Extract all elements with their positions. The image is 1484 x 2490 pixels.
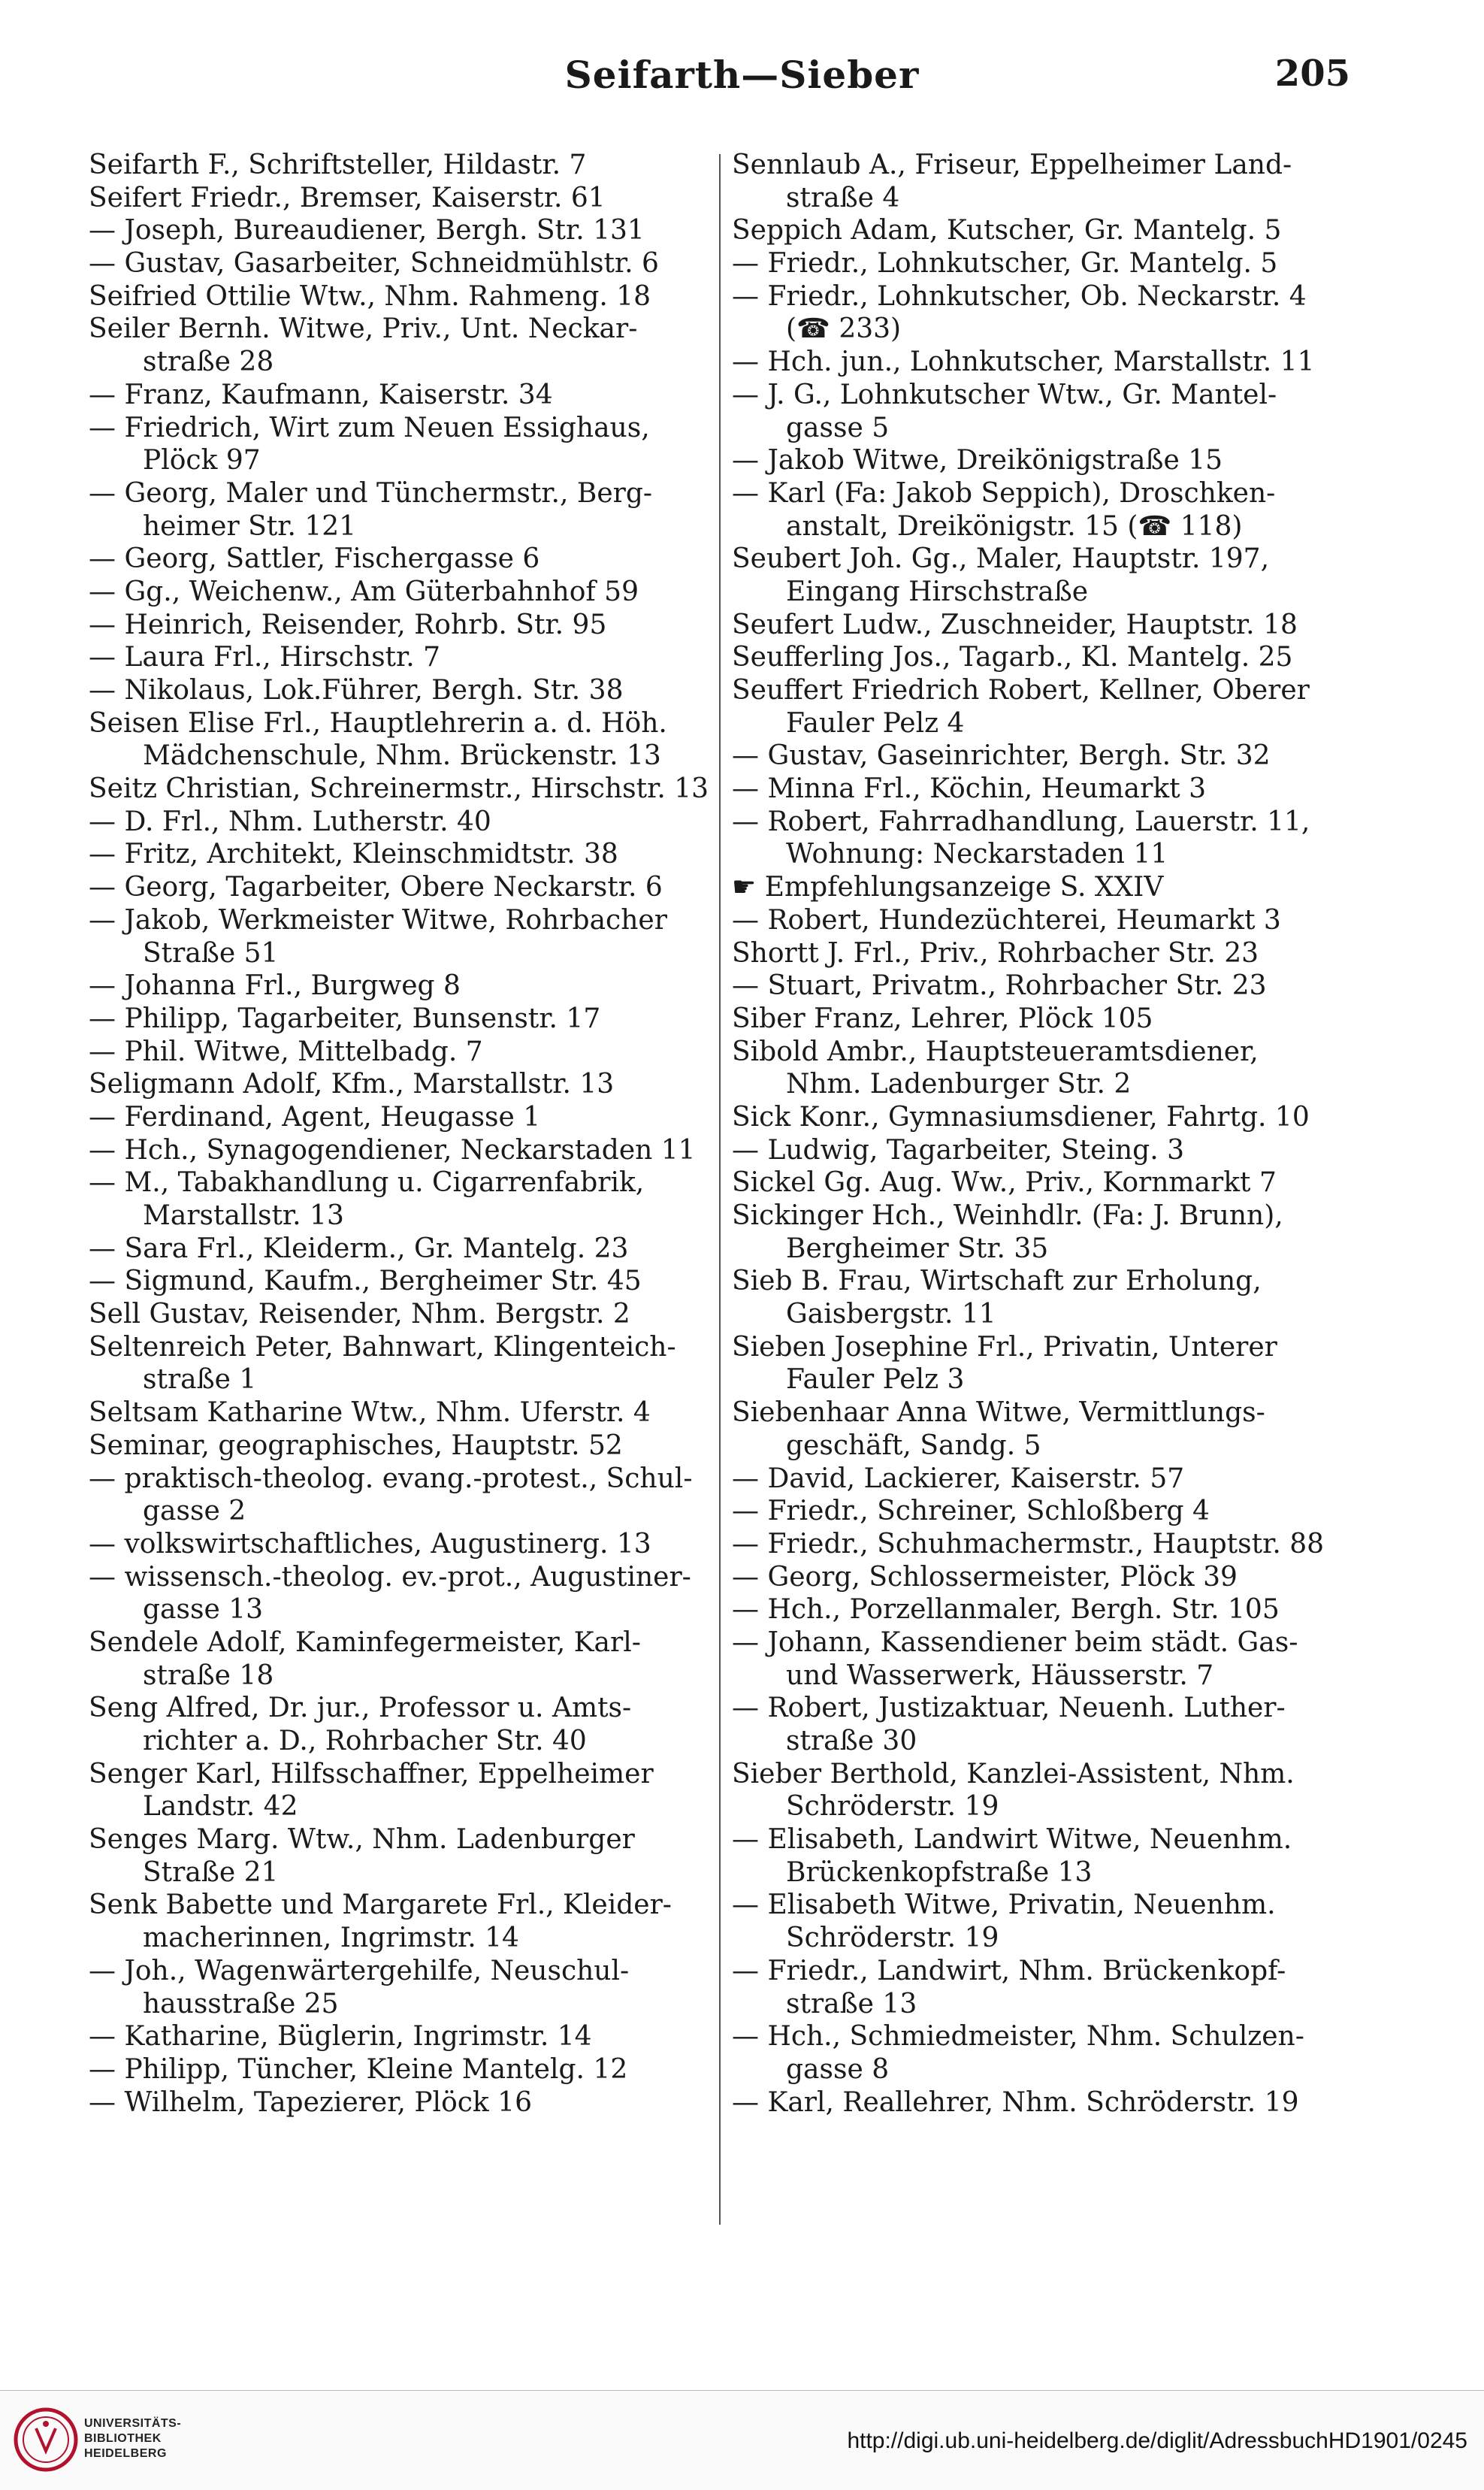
directory-entry-line: Marstallstr. 13 <box>143 1200 344 1231</box>
directory-entry-line: — Joseph, Bureaudiener, Bergh. Str. 131 <box>89 215 645 247</box>
directory-entry-line: Sieben Josephine Frl., Privatin, Unterer <box>732 1331 1277 1363</box>
directory-entry-line: — Friedr., Landwirt, Nhm. Brückenkopf- <box>732 1955 1286 1986</box>
directory-entry-line: Wohnung: Neckarstaden 11 <box>786 839 1168 870</box>
directory-entry-line: gasse 13 <box>143 1594 264 1626</box>
directory-entry-line: Sickel Gg. Aug. Ww., Priv., Kornmarkt 7 <box>732 1167 1277 1199</box>
directory-entry-line: Landstr. 42 <box>143 1791 298 1823</box>
directory-entry-line: — Friedrich, Wirt zum Neuen Essighaus, <box>89 412 650 443</box>
directory-entry-line: Schröderstr. 19 <box>786 1923 999 1954</box>
directory-entry-line: — Fritz, Architekt, Kleinschmidtstr. 38 <box>89 839 618 870</box>
directory-entry-line: — Ferdinand, Agent, Heugasse 1 <box>89 1101 541 1133</box>
directory-entry-line: straße 4 <box>786 182 900 213</box>
university-seal-icon <box>14 2407 78 2472</box>
directory-entry-line: — Hch., Porzellanmaler, Bergh. Str. 105 <box>732 1594 1280 1626</box>
directory-entry-line: Plöck 97 <box>143 445 261 477</box>
directory-entry-line: Seitz Christian, Schreinermstr., Hirschstr. 13 <box>89 773 709 805</box>
directory-entry-line: straße 30 <box>786 1726 917 1756</box>
directory-entry-line: — Joh., Wagenwärtergehilfe, Neuschul- <box>89 1955 630 1986</box>
directory-entry-line: Seligmann Adolf, Kfm., Marstallstr. 13 <box>89 1069 615 1100</box>
directory-entry-line: Bergheimer Str. 35 <box>786 1233 1049 1264</box>
directory-entry-line: — Robert, Hundezüchterei, Heumarkt 3 <box>732 904 1281 936</box>
directory-entry-line: — wissensch.-theolog. ev.-prot., Augustiner- <box>89 1561 691 1593</box>
directory-entry-line: — Minna Frl., Köchin, Heumarkt 3 <box>732 773 1206 805</box>
directory-entry-line: Senk Babette und Margarete Frl., Kleider- <box>89 1889 672 1921</box>
directory-entry-line: — Sara Frl., Kleiderm., Gr. Mantelg. 23 <box>89 1233 629 1264</box>
directory-entry-line: — Jakob Witwe, Dreikönigstraße 15 <box>732 445 1223 477</box>
directory-entry-line: gasse 2 <box>143 1496 246 1527</box>
directory-entry-line: — praktisch-theolog. evang.-protest., Schul- <box>89 1463 693 1494</box>
left-column <box>89 149 712 2119</box>
directory-entry-line: — Jakob, Werkmeister Witwe, Rohrbacher <box>89 904 667 936</box>
directory-entry-line: Siebenhaar Anna Witwe, Vermittlungs- <box>732 1397 1265 1429</box>
directory-entry-line: — Stuart, Privatm., Rohrbacher Str. 23 <box>732 970 1267 1002</box>
directory-entry-line: Seltsam Katharine Wtw., Nhm. Uferstr. 4 <box>89 1397 651 1429</box>
right-column <box>732 149 1356 2119</box>
directory-entry-line: — Ludwig, Tagarbeiter, Steing. 3 <box>732 1134 1184 1166</box>
directory-entry-line: — David, Lackierer, Kaiserstr. 57 <box>732 1463 1185 1494</box>
library-name <box>84 2416 181 2461</box>
directory-entry-line: Gaisbergstr. 11 <box>786 1299 996 1330</box>
directory-entry-line: — Hch., Schmiedmeister, Nhm. Schulzen- <box>732 2021 1304 2053</box>
directory-entry-line: Seiler Bernh. Witwe, Priv., Unt. Neckar- <box>89 313 638 345</box>
directory-entry-line: Straße 51 <box>143 937 279 969</box>
directory-entry-line: Schröderstr. 19 <box>786 1791 999 1823</box>
directory-entry-line: — Georg, Sattler, Fischergasse 6 <box>89 543 540 575</box>
directory-entry-line: Seltenreich Peter, Bahnwart, Klingenteich- <box>89 1331 676 1363</box>
library-name-line: HEIDELBERG <box>84 2447 167 2460</box>
directory-entry-line: — D. Frl., Nhm. Lutherstr. 40 <box>89 806 491 837</box>
directory-entry-line: straße 18 <box>143 1659 274 1691</box>
directory-entry-line: Sibold Ambr., Hauptsteueramtsdiener, <box>732 1036 1259 1067</box>
directory-entry-line: Sendele Adolf, Kaminfegermeister, Karl- <box>89 1626 641 1658</box>
directory-entry-line: Seufferling Jos., Tagarb., Kl. Mantelg. 25 <box>732 642 1293 673</box>
directory-entry-line: Sieber Berthold, Kanzlei-Assistent, Nhm. <box>732 1758 1295 1790</box>
directory-entry-line: — Heinrich, Reisender, Rohrb. Str. 95 <box>89 609 607 640</box>
directory-entry-line: Senger Karl, Hilfsschaffner, Eppelheimer <box>89 1758 654 1790</box>
directory-entry-line: — Karl, Reallehrer, Nhm. Schröderstr. 19 <box>732 2086 1299 2118</box>
directory-entry-line: — Phil. Witwe, Mittelbadg. 7 <box>89 1036 483 1067</box>
directory-entry-line: macherinnen, Ingrimstr. 14 <box>143 1923 519 1954</box>
directory-entry-line: — Robert, Fahrradhandlung, Lauerstr. 11, <box>732 806 1310 837</box>
directory-entry-line: — Johann, Kassendiener beim städt. Gas- <box>732 1626 1298 1658</box>
directory-entry-line: — Philipp, Tüncher, Kleine Mantelg. 12 <box>89 2053 628 2085</box>
directory-entry-line: — Karl (Fa: Jakob Seppich), Droschken- <box>732 477 1276 509</box>
directory-entry-line: — Gustav, Gaseinrichter, Bergh. Str. 32 <box>732 740 1271 772</box>
directory-entry-line: geschäft, Sandg. 5 <box>786 1430 1041 1461</box>
directory-entry-line: — Friedr., Lohnkutscher, Ob. Neckarstr. 4 <box>732 280 1307 312</box>
directory-entry-line: (☎ 233) <box>786 313 902 345</box>
directory-entry-line: — Wilhelm, Tapezierer, Plöck 16 <box>89 2086 532 2118</box>
directory-entry-line: Fauler Pelz 4 <box>786 707 965 739</box>
directory-entry-line: — Katharine, Büglerin, Ingrimstr. 14 <box>89 2021 592 2053</box>
directory-entry-line: — Robert, Justizaktuar, Neuenh. Luther- <box>732 1693 1286 1724</box>
directory-entry-line: — Elisabeth Witwe, Privatin, Neuenhm. <box>732 1889 1276 1921</box>
directory-entry-line: Seuffert Friedrich Robert, Kellner, Oberer <box>732 675 1310 706</box>
page-number: 205 <box>1274 53 1350 95</box>
directory-entry-line: Siber Franz, Lehrer, Plöck 105 <box>732 1003 1153 1034</box>
directory-entry-line: — J. G., Lohnkutscher Wtw., Gr. Mantel- <box>732 379 1277 410</box>
directory-entry-line: Brückenkopfstraße 13 <box>786 1856 1093 1888</box>
directory-entry-line: ☛ Empfehlungsanzeige S. XXIV <box>732 872 1164 903</box>
source-url-link[interactable]: http://digi.ub.uni-heidelberg.de/diglit/AdressbuchHD1901/0245 <box>847 2428 1467 2453</box>
library-name-line: UNIVERSITÄTS- <box>84 2417 182 2430</box>
directory-entry-line: Seisen Elise Frl., Hauptlehrerin a. d. Höh. <box>89 707 667 739</box>
directory-entry-line: — Georg, Maler und Tünchermstr., Berg- <box>89 477 653 509</box>
directory-entry-line: Sennlaub A., Friseur, Eppelheimer Land- <box>732 150 1292 180</box>
directory-entry-line: — volkswirtschaftliches, Augustinerg. 13 <box>89 1528 651 1560</box>
directory-entry-line: Sieb B. Frau, Wirtschaft zur Erholung, <box>732 1266 1262 1297</box>
directory-entry-line: Senges Marg. Wtw., Nhm. Ladenburger <box>89 1824 635 1856</box>
directory-entry-line: Eingang Hirschstraße <box>786 576 1089 607</box>
directory-entry-line: gasse 5 <box>786 412 890 443</box>
directory-entry-line: Sell Gustav, Reisender, Nhm. Bergstr. 2 <box>89 1299 630 1330</box>
directory-entry-line: — Laura Frl., Hirschstr. 7 <box>89 642 441 673</box>
directory-entry-line: Fauler Pelz 3 <box>786 1364 965 1396</box>
directory-entry-line: Seminar, geographisches, Hauptstr. 52 <box>89 1430 623 1461</box>
directory-entry-line: anstalt, Dreikönigstr. 15 (☎ 118) <box>786 510 1243 542</box>
directory-entry-line: Seppich Adam, Kutscher, Gr. Mantelg. 5 <box>732 215 1282 247</box>
directory-entry-line: Seifried Ottilie Wtw., Nhm. Rahmeng. 18 <box>89 280 651 312</box>
directory-entry-line: — Georg, Schlossermeister, Plöck 39 <box>732 1561 1238 1593</box>
directory-entry-line: — Friedr., Schreiner, Schloßberg 4 <box>732 1496 1210 1527</box>
directory-entry-line: — Johanna Frl., Burgweg 8 <box>89 970 461 1002</box>
directory-entry-line: hausstraße 25 <box>143 1988 339 2020</box>
directory-entry-line: — Hch. jun., Lohnkutscher, Marstallstr. 11 <box>732 346 1315 378</box>
directory-entry-line: Seifarth F., Schriftsteller, Hildastr. 7 <box>89 150 587 180</box>
page-header <box>0 53 1484 113</box>
directory-entry-line: und Wasserwerk, Häusserstr. 7 <box>786 1659 1214 1691</box>
directory-entry-line: — Hch., Synagogendiener, Neckarstaden 11 <box>89 1134 696 1166</box>
directory-entry-line: Shortt J. Frl., Priv., Rohrbacher Str. 23 <box>732 937 1259 969</box>
directory-entry-line: heimer Str. 121 <box>143 510 357 542</box>
directory-entry-line: Nhm. Ladenburger Str. 2 <box>786 1069 1132 1100</box>
directory-entry-line: richter a. D., Rohrbacher Str. 40 <box>143 1726 587 1756</box>
directory-entry-line: — Elisabeth, Landwirt Witwe, Neuenhm. <box>732 1824 1292 1856</box>
directory-entry-line: Mädchenschule, Nhm. Brückenstr. 13 <box>143 740 661 772</box>
page-title: Seifarth—Sieber <box>564 53 920 97</box>
directory-entry-line: — Gustav, Gasarbeiter, Schneidmühlstr. 6 <box>89 248 659 280</box>
directory-entry-line: — Sigmund, Kaufm., Bergheimer Str. 45 <box>89 1266 642 1297</box>
directory-entry-line: — Friedr., Schuhmachermstr., Hauptstr. 88 <box>732 1528 1325 1560</box>
directory-entry-line: Sickinger Hch., Weinhdlr. (Fa: J. Brunn), <box>732 1200 1283 1231</box>
directory-entry-line: Sick Konr., Gymnasiumsdiener, Fahrtg. 10 <box>732 1101 1310 1133</box>
library-footer <box>0 2390 1484 2490</box>
column-divider <box>719 154 721 2225</box>
directory-entry-line: straße 28 <box>143 346 274 378</box>
directory-entry-line: — M., Tabakhandlung u. Cigarrenfabrik, <box>89 1167 645 1199</box>
directory-entry-line: Straße 21 <box>143 1856 279 1888</box>
directory-entry-line: — Gg., Weichenw., Am Güterbahnhof 59 <box>89 576 639 607</box>
directory-entry-line: — Georg, Tagarbeiter, Obere Neckarstr. 6 <box>89 872 663 903</box>
directory-entry-line: gasse 8 <box>786 2053 890 2085</box>
directory-entry-line: straße 13 <box>786 1988 917 2020</box>
directory-entry-line: straße 1 <box>143 1364 257 1396</box>
directory-entry-line: — Friedr., Lohnkutscher, Gr. Mantelg. 5 <box>732 248 1278 280</box>
directory-entry-line: Seufert Ludw., Zuschneider, Hauptstr. 18 <box>732 609 1298 640</box>
directory-entry-line: Seubert Joh. Gg., Maler, Hauptstr. 197, <box>732 543 1270 575</box>
directory-entry-line: — Philipp, Tagarbeiter, Bunsenstr. 17 <box>89 1003 601 1034</box>
directory-entry-line: — Franz, Kaufmann, Kaiserstr. 34 <box>89 379 553 410</box>
library-name-line: BIBLIOTHEK <box>84 2432 162 2445</box>
directory-entry-line: Seng Alfred, Dr. jur., Professor u. Amts- <box>89 1693 632 1724</box>
directory-entry-line: — Nikolaus, Lok.Führer, Bergh. Str. 38 <box>89 675 624 706</box>
directory-entry-line: Seifert Friedr., Bremser, Kaiserstr. 61 <box>89 182 606 213</box>
